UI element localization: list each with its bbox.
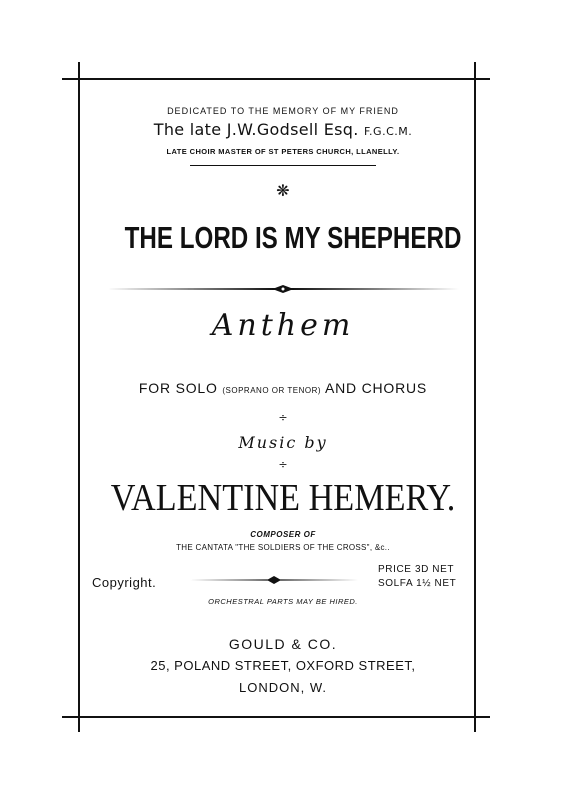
composer-name: VALENTINE HEMERY. [110, 477, 456, 519]
music-by-label: Music by [238, 433, 328, 452]
dedicatee-role: LATE CHOIR MASTER OF ST PETERS CHURCH, LLANELLY. [166, 147, 400, 156]
scoring-voices: (SOPRANO OR TENOR) [222, 386, 322, 395]
dedication-divider [190, 165, 376, 166]
scoring-main-end: AND CHORUS [324, 380, 428, 396]
frame-top-rule [62, 78, 490, 80]
frame-left-rule [78, 62, 80, 732]
dedicatee-honours: F.G.C.M. [364, 125, 413, 138]
copyright-label: Copyright. [92, 575, 157, 590]
publisher-address: 25, POLAND STREET, OXFORD STREET, [150, 658, 416, 673]
publisher-city: LONDON, W. [238, 680, 327, 695]
frame-right-rule [474, 62, 476, 732]
orchestral-parts-note: ORCHESTRAL PARTS MAY BE HIRED. [208, 597, 358, 606]
dedication-line: DEDICATED TO THE MEMORY OF MY FRIEND [167, 106, 399, 116]
solfa-price-line: SOLFA 1½ NET [378, 578, 457, 589]
copyright-divider [188, 575, 360, 585]
composer-of-label: COMPOSER OF [250, 530, 316, 539]
divide-ornament-icon: ÷ [278, 411, 288, 424]
price-block [378, 563, 456, 591]
page-title: THE LORD IS MY SHEPHERD [124, 220, 462, 255]
title-flourish-divider [105, 282, 461, 296]
scoring-main-start: FOR SOLO [138, 380, 218, 396]
dedicatee-name [80, 120, 486, 139]
dedicatee-name-text: The late J.W.Godsell Esq. [153, 120, 359, 139]
star-ornament-icon: ❋ [276, 181, 290, 200]
frame-bottom-rule [62, 716, 490, 718]
scoring-line [80, 380, 486, 396]
cantata-line: THE CANTATA "THE SOLDIERS OF THE CROSS", &c.. [176, 543, 390, 552]
publisher-name: GOULD & CO. [228, 636, 338, 652]
price-line: PRICE 3D NET [378, 564, 455, 575]
divide-ornament-icon-2: ÷ [278, 458, 288, 471]
subtitle-anthem: Anthem [211, 308, 355, 343]
